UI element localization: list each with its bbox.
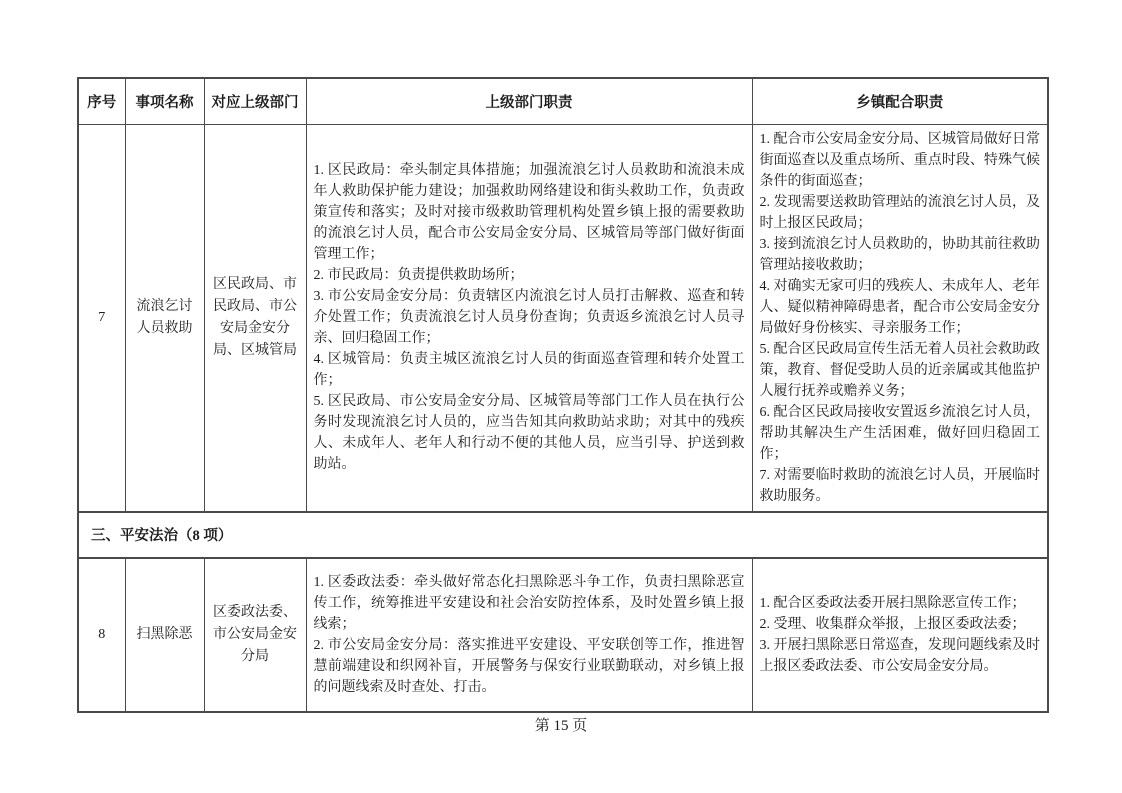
cell-superior-duties [306,558,752,712]
duty-item: 1. 区民政局：牵头制定具体措施；加强流浪乞讨人员救助和流浪未成年人救助保护能力建设；加强救助网络建设和街头救助工作，负责政策宣传和落实；及时对接市级救助管理机构处置乡镇上报的需要救助的流浪乞讨人员，配合市公安局金安分局、区城管局等部门做好街面管理工作； [313,163,745,262]
table-row-7 [78,124,1048,512]
duty-item: 2. 受理、收集群众举报，上报区委政法委； [759,616,1026,632]
duty-item: 3. 开展扫黑除恶日常巡查，发现问题线索及时上报区委政法委、市公安局金安分局。 [759,637,1040,674]
cell-item-name: 扫黑除恶 [125,558,204,712]
duty-item: 7. 对需要临时救助的流浪乞讨人员，开展临时救助服务。 [759,467,1040,504]
header-superior-department: 对应上级部门 [204,78,306,124]
cell-serial-number: 7 [78,124,125,512]
section-header-row [78,512,1048,558]
duty-item: 1. 配合市公安局金安分局、区城管局做好日常街面巡查以及重点场所、重点时段、特殊气候条件的街面巡查； [759,131,1040,189]
header-superior-duties: 上级部门职责 [306,78,752,124]
cell-township-duties [752,558,1048,712]
duty-item: 4. 对确实无家可归的残疾人、未成年人、老年人、疑似精神障碍患者，配合市公安局金安分局做好身份核实、寻亲服务工作； [759,278,1040,336]
duty-item: 1. 区委政法委：牵头做好常态化扫黑除恶斗争工作，负责扫黑除恶宣传工作，统筹推进平安建设和社会治安防控体系，及时处置乡镇上报线索； [313,574,745,632]
cell-superior-duties [306,124,752,512]
page-number: 第 15 页 [534,718,588,734]
duty-item: 2. 发现需要送救助管理站的流浪乞讨人员，及时上报区民政局； [759,194,1040,231]
cell-superior-department: 区民政局、市民政局、市公安局金安分局、区城管局 [204,124,306,512]
duty-item: 3. 市公安局金安分局：负责辖区内流浪乞讨人员打击解救、巡查和转介处置工作；负责流浪乞讨人员身份查询；负责返乡流浪乞讨人员寻亲、回归稳固工作； [313,289,745,346]
duty-item: 1. 配合区委政法委开展扫黑除恶宣传工作； [759,595,1026,611]
header-item-name: 事项名称 [125,78,204,124]
cell-superior-department: 区委政法委、市公安局金安分局 [204,558,306,712]
duty-item: 6. 配合区民政局接收安置返乡流浪乞讨人员，帮助其解决生产生活困难，做好回归稳固工作； [759,404,1040,462]
section-title: 三、平安法治（8 项） [78,512,1048,558]
cell-item-name: 流浪乞讨人员救助 [125,124,204,512]
duty-item: 5. 区民政局、市公安局金安分局、区城管局等部门工作人员在执行公务时发现流浪乞讨人员的，应当告知其向救助站求助；对其中的残疾人、未成年人、老年人和行动不便的其他人员，应当引导、护送到救助站。 [313,394,745,472]
header-township-duties: 乡镇配合职责 [752,78,1048,124]
table-header-row [78,78,1048,124]
duty-item: 5. 配合区民政局宣传生活无着人员社会救助政策，教育、督促受助人员的近亲属或其他监护人履行抚养或赡养义务； [759,341,1040,399]
duty-item: 2. 市公安局金安分局：落实推进平安建设、平安联创等工作，推进智慧前端建设和织网补盲，开展警务与保安行业联勤联动，对乡镇上报的问题线索及时查处、打击。 [313,637,745,695]
cell-township-duties [752,124,1048,512]
duty-item: 3. 接到流浪乞讨人员救助的，协助其前往救助管理站接收救助； [759,236,1040,273]
duty-item: 4. 区城管局：负责主城区流浪乞讨人员的街面巡查管理和转介处置工作； [313,352,745,388]
cell-serial-number: 8 [78,558,125,712]
header-serial-number: 序号 [78,78,125,124]
table-row-8 [78,558,1048,712]
duty-item: 2. 市民政局：负责提供救助场所； [313,268,524,283]
responsibility-table [77,77,1049,713]
